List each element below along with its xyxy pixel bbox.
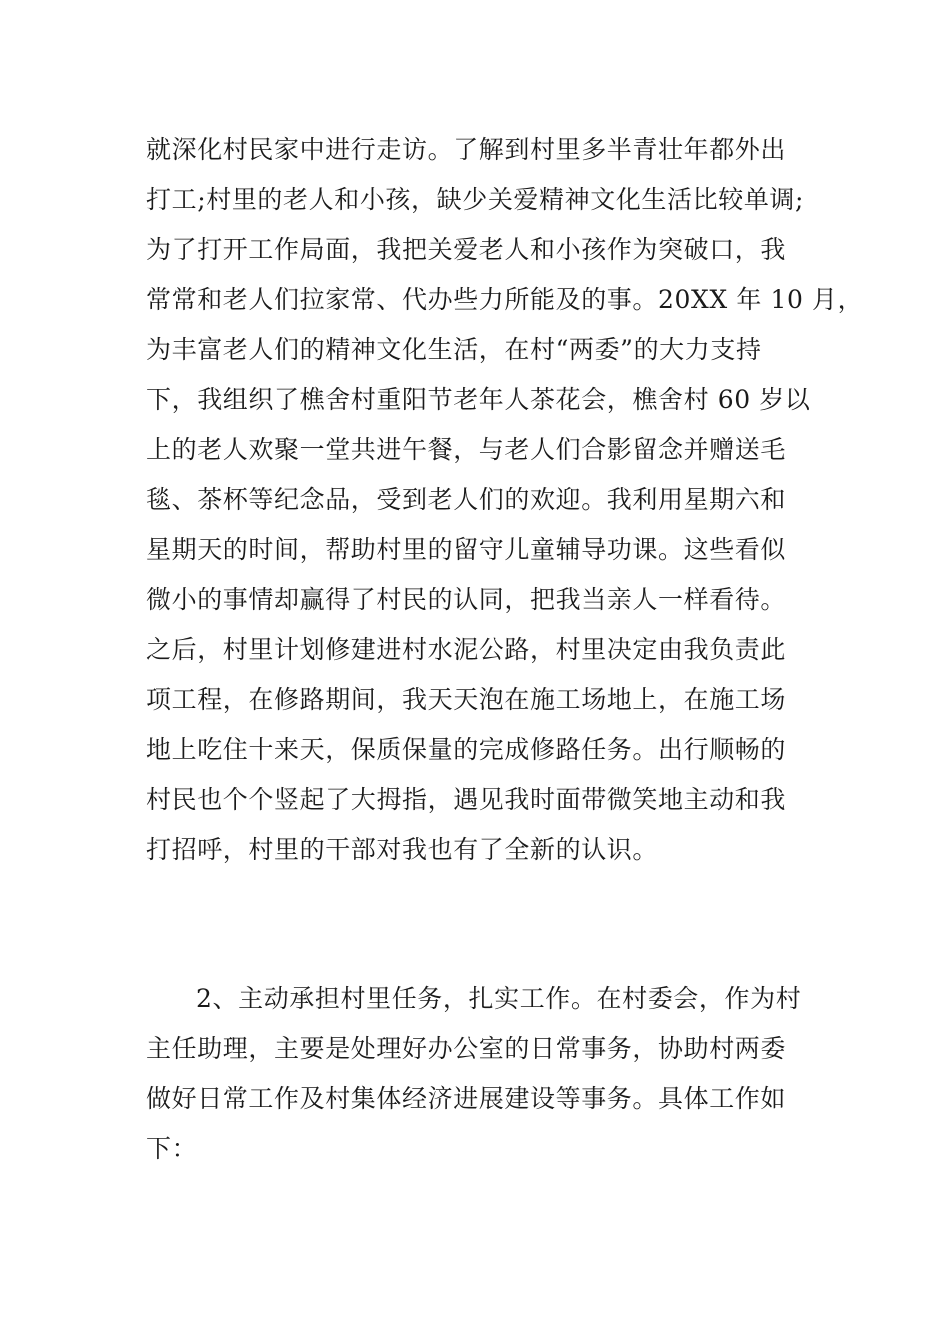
text-line: 之后，村里计划修建进村水泥公路，村里决定由我负责此 (146, 635, 787, 664)
text-line: 下： (146, 1134, 198, 1163)
text-line: 微小的事情却赢得了村民的认同，把我当亲人一样看待。 (146, 585, 787, 614)
text-line: 常常和老人们拉家常、代办些力所能及的事。20XX 年 10 月， (146, 285, 864, 314)
text-line: 上的老人欢聚一堂共进午餐，与老人们合影留念并赠送毛 (146, 435, 787, 464)
paragraph-village-visits (146, 125, 864, 875)
text-line: 项工程，在修路期间，我天天泡在施工场地上，在施工场 (146, 685, 787, 714)
text-line: 毯、茶杯等纪念品，受到老人们的欢迎。我利用星期六和 (146, 485, 787, 514)
text-line: 地上吃住十来天，保质保量的完成修路任务。出行顺畅的 (146, 735, 787, 764)
text-line: 就深化村民家中进行走访。了解到村里多半青壮年都外出 (146, 135, 787, 164)
text-line: 打招呼，村里的干部对我也有了全新的认识。 (146, 835, 659, 864)
paragraph-village-tasks (146, 974, 816, 1174)
text-line: 村民也个个竖起了大拇指，遇见我时面带微笑地主动和我 (146, 785, 787, 814)
text-line: 下，我组织了樵舍村重阳节老年人茶花会，樵舍村 60 岁以 (146, 385, 811, 414)
text-line: 星期天的时间，帮助村里的留守儿童辅导功课。这些看似 (146, 535, 787, 564)
text-line: 为丰富老人们的精神文化生活，在村“两委”的大力支持 (146, 335, 762, 364)
text-line: 为了打开工作局面，我把关爱老人和小孩作为突破口，我 (146, 235, 787, 264)
text-line: 主任助理，主要是处理好办公室的日常事务，协助村两委 (146, 1034, 787, 1063)
text-line: 2、主动承担村里任务，扎实工作。在村委会，作为村 (196, 984, 802, 1013)
text-line: 打工;村里的老人和小孩，缺少关爱精神文化生活比较单调; (146, 185, 805, 214)
text-line: 做好日常工作及村集体经济进展建设等事务。具体工作如 (146, 1084, 787, 1113)
